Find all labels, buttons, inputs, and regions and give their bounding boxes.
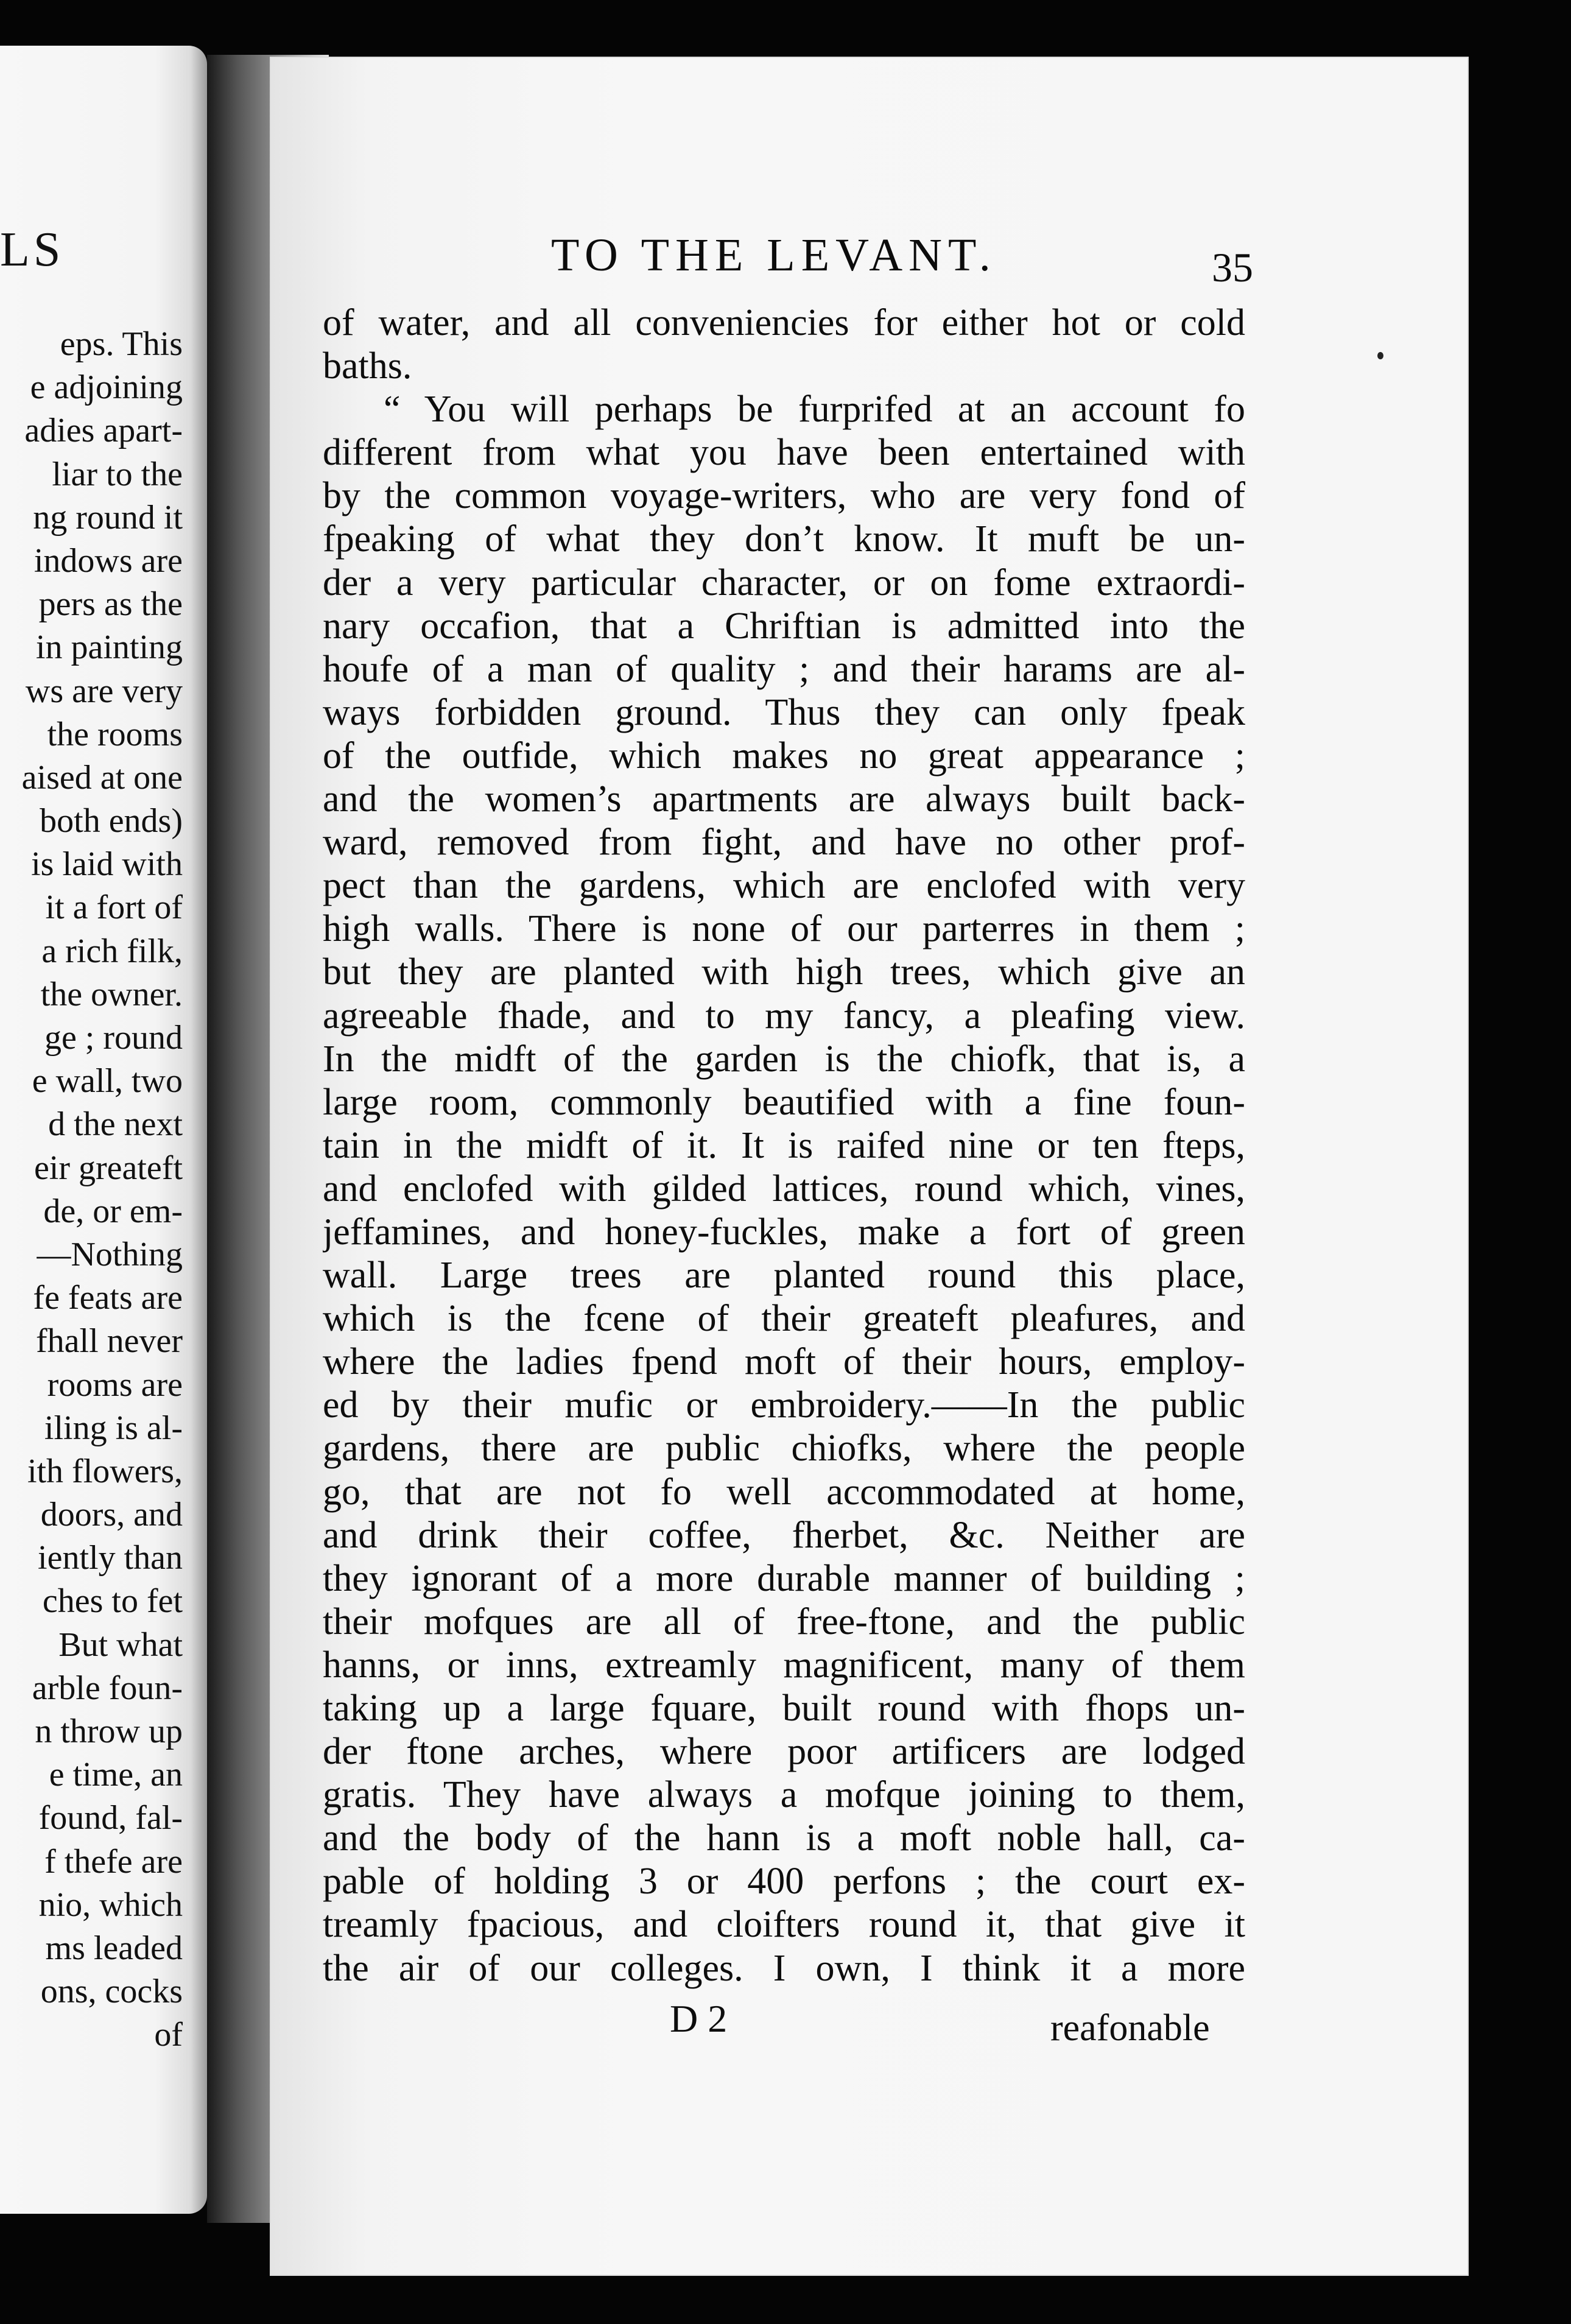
- facing-page-line: e time, an: [49, 1756, 183, 1794]
- facing-page-line: e adjoining: [30, 368, 183, 407]
- text-line: hanns, or inns, extreamly magnificent, many of them: [323, 1644, 1245, 1686]
- facing-page-line: doors, and: [40, 1496, 183, 1534]
- text-line: go, that are not fo well accommodated at home,: [323, 1471, 1245, 1513]
- facing-page-line: aised at one: [21, 758, 183, 797]
- page-number: 35: [1212, 244, 1253, 290]
- text-line: baths.: [323, 345, 412, 387]
- facing-page-line: it a fort of: [45, 889, 183, 927]
- signature-mark: D 2: [670, 1997, 728, 2040]
- text-line: large room, commonly beautified with a fine foun-: [323, 1081, 1245, 1123]
- facing-page-line: pers as the: [38, 585, 183, 624]
- facing-page-line: ches to fet: [42, 1582, 183, 1621]
- text-line: pect than the gardens, which are enclofed with very: [323, 865, 1245, 907]
- facing-page-line: is laid with: [31, 845, 183, 884]
- facing-page-line: eps. This: [60, 325, 183, 363]
- facing-page-line: the rooms: [47, 715, 183, 753]
- text-line: ward, removed from fight, and have no other prof-: [323, 822, 1245, 864]
- text-line: treamly fpacious, and cloifters round it, that give it: [323, 1904, 1245, 1946]
- text-line: and the women’s apartments are always built back-: [323, 778, 1245, 820]
- text-line: agreeable fhade, and to my fancy, a pleafing view.: [323, 995, 1245, 1037]
- facing-page-line: rooms are: [47, 1365, 183, 1404]
- facing-page: [0, 46, 207, 2214]
- text-line: tain in the midft of it. It is raifed nine or ten fteps,: [323, 1124, 1245, 1166]
- text-line: ed by their mufic or embroidery.——In the public: [323, 1384, 1245, 1426]
- text-line: jeffamines, and honey-fuckles, make a fort of green: [323, 1211, 1245, 1253]
- text-line: taking up a large fquare, built round with fhops un-: [323, 1688, 1245, 1729]
- text-line: “ You will perhaps be furprifed at an account fo: [384, 389, 1245, 431]
- text-line: where the ladies fpend moft of their hours, employ-: [323, 1341, 1245, 1383]
- facing-page-line: f thefe are: [44, 1842, 183, 1881]
- text-line: high walls. There is none of our parterres in them ;: [323, 908, 1245, 950]
- text-line: pable of holding 3 or 400 perfons ; the court ex-: [323, 1861, 1245, 1903]
- text-line: of water, and all conveniencies for either hot or cold: [323, 302, 1245, 343]
- facing-page-line: iently than: [38, 1539, 183, 1577]
- text-line: In the midft of the garden is the chiofk, that is, a: [323, 1038, 1245, 1080]
- ink-speck: [1377, 352, 1383, 359]
- text-line: houfe of a man of quality ; and their harams are al-: [323, 648, 1245, 690]
- text-line: and drink their coffee, fherbet, &c. Neither are: [323, 1514, 1245, 1556]
- facing-page-line: n throw up: [35, 1713, 183, 1750]
- text-line: fpeaking of what they don’t know. It muft be un-: [323, 518, 1245, 560]
- text-line: gratis. They have always a mofque joining to them,: [323, 1774, 1245, 1816]
- facing-page-line: —Nothing: [37, 1235, 183, 1273]
- facing-page-line: But what: [58, 1625, 183, 1664]
- text-line: they ignorant of a more durable manner of building ;: [323, 1557, 1245, 1599]
- facing-page-line: iling is al-: [44, 1409, 183, 1447]
- facing-page-line: nio, which: [38, 1886, 183, 1924]
- text-line: different from what you have been entertained with: [323, 432, 1245, 474]
- facing-page-line: liar to the: [52, 455, 183, 493]
- text-line: and enclofed with gilded lattices, round which, vines,: [323, 1167, 1245, 1210]
- facing-page-line: found, fal-: [38, 1799, 183, 1837]
- body-text: [323, 301, 1245, 1990]
- facing-page-line: in painting: [35, 629, 183, 667]
- text-line: wall. Large trees are planted round this place,: [323, 1255, 1245, 1297]
- facing-page-line: ng round it: [33, 498, 183, 537]
- facing-page-text: [0, 323, 183, 2057]
- facing-page-line: eir greateft: [33, 1149, 183, 1187]
- text-line: gardens, there are public chiofks, where the people: [323, 1428, 1245, 1470]
- text-line: which is the fcene of their greateft pleafures, and: [323, 1298, 1245, 1340]
- text-line: their mofques are all of free-ftone, and the public: [323, 1600, 1245, 1643]
- facing-page-line: ws are very: [25, 672, 183, 710]
- text-line: by the common voyage-writers, who are very fond of: [323, 475, 1245, 517]
- facing-page-line: of: [154, 2016, 183, 2054]
- facing-page-line: ith flowers,: [27, 1452, 183, 1490]
- facing-page-line: e wall, two: [32, 1062, 183, 1100]
- facing-page-line: ge ; round: [44, 1019, 183, 1057]
- text-line: but they are planted with high trees, which give an: [323, 951, 1245, 993]
- facing-page-running-head: LS: [0, 223, 65, 276]
- facing-page-line: a rich filk,: [41, 932, 183, 970]
- facing-page-line: fe feats are: [33, 1279, 183, 1317]
- facing-page-line: ms leaded: [45, 1929, 183, 1967]
- facing-page-line: arble foun-: [32, 1669, 183, 1707]
- text-line: ways forbidden ground. Thus they can only fpeak: [323, 691, 1245, 733]
- facing-page-line: fhall never: [36, 1322, 183, 1361]
- facing-page-line: adies apart-: [24, 412, 183, 450]
- text-line: and the body of the hann is a moft noble hall, ca-: [323, 1817, 1245, 1859]
- text-line: nary occafion, that a Chriftian is admitted into the: [323, 605, 1245, 647]
- facing-page-line: the owner.: [40, 975, 183, 1013]
- text-line: the air of our colleges. I own, I think it a more: [323, 1947, 1245, 1989]
- facing-page-line: d the next: [48, 1105, 183, 1144]
- text-line: of the outfide, which makes no great appearance ;: [323, 734, 1245, 776]
- facing-page-line: indows are: [33, 541, 183, 580]
- facing-page-line: both ends): [40, 802, 183, 840]
- facing-page-line: de, or em-: [43, 1192, 183, 1230]
- running-head: TO THE LEVANT.: [551, 230, 997, 281]
- catchword: reafonable: [1050, 2007, 1210, 2049]
- text-line: der a very particular character, or on fome extraordi-: [323, 562, 1245, 604]
- facing-page-line: ons, cocks: [40, 1973, 183, 2011]
- text-line: der ftone arches, where poor artificers are lodged: [323, 1731, 1245, 1773]
